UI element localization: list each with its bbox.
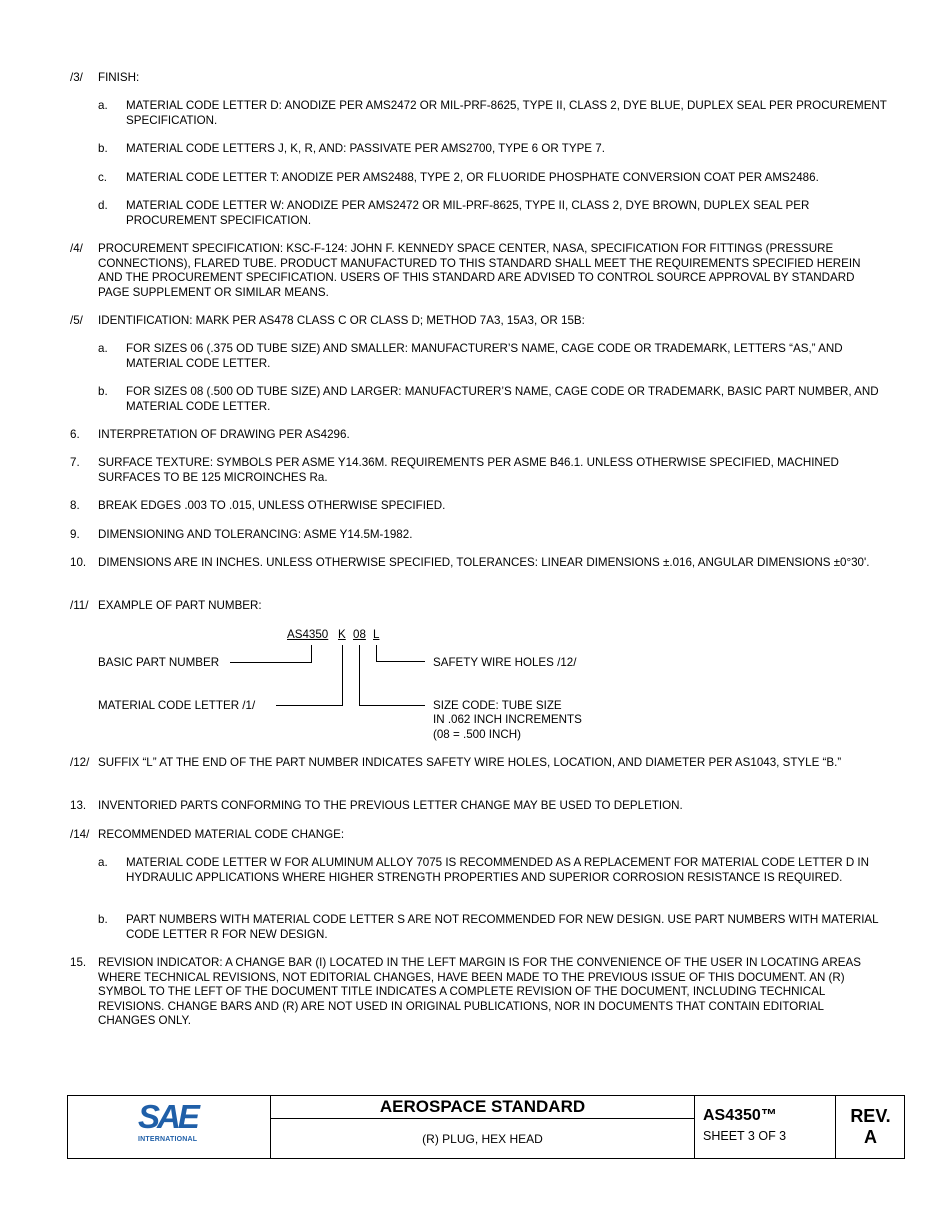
subnote-text: MATERIAL CODE LETTER T: ANODIZE PER AMS2488, TYPE 2, OR FLUORIDE PHOSPHATE CONVERSION COAT PER AMS2486.: [126, 171, 819, 184]
note-text: FINISH:: [98, 71, 140, 84]
subnote-text: FOR SIZES 06 (.375 OD TUBE SIZE) AND SMALLER: MANUFACTURER’S NAME, CAGE CODE OR TRADEMARK, LETTERS “AS,” AND MATERIAL CODE LETTER.: [126, 342, 843, 370]
note-number: 15.: [70, 956, 87, 969]
subnote-text: MATERIAL CODE LETTER W: ANODIZE PER AMS2472 OR MIL-PRF-8625, TYPE II, CLASS 2, DYE BROWN, DUPLEX SEAL PER PROCUREMENT SPECIFICATION.: [126, 199, 810, 227]
note-text: SUFFIX “L” AT THE END OF THE PART NUMBER INDICATES SAFETY WIRE HOLES, LOCATION, AND DIAMETER PER AS1043, STYLE “B.”: [98, 756, 842, 769]
sheet-number: SHEET 3 OF 3: [703, 1129, 787, 1143]
title-block: [67, 1095, 905, 1159]
note-14: [70, 828, 880, 843]
note-number: 8.: [70, 499, 80, 512]
subnote-letter: b.: [98, 385, 108, 398]
title-block-logo-cell: [68, 1096, 271, 1158]
note-number: 10.: [70, 556, 87, 569]
note-text: PROCUREMENT SPECIFICATION: KSC-F-124: JOHN F. KENNEDY SPACE CENTER, NASA, SPECIFICATION FOR FITTINGS (PRESSURE CONNECTIONS), FLARED TUBE. PRODUCT MANUFACTURED TO THIS STANDARD SHALL MEET THE REQUIREMENTS SPECIFIED HEREIN AND THE PROCUREMENT SPECIFICATION. USERS OF THIS STANDARD ARE ADVISED TO CONTROL SOURCE APPROVAL BY STANDARD PAGE SUPPLEMENT OR SIMILAR MEANS.: [98, 242, 861, 299]
safety-wire-label: SAFETY WIRE HOLES /12/: [433, 656, 577, 669]
note-text: INVENTORIED PARTS CONFORMING TO THE PREVIOUS LETTER CHANGE MAY BE USED TO DEPLETION.: [98, 799, 683, 812]
title-block-title-cell: [271, 1096, 695, 1158]
leader-suffix-vertical: [376, 645, 377, 662]
note-3a: [98, 99, 888, 128]
note-number: /4/: [70, 242, 83, 255]
note-4: [70, 242, 880, 300]
size-code-label-3: (08 = .500 INCH): [433, 728, 521, 741]
note-14b: [98, 913, 888, 942]
note-number: /12/: [70, 756, 90, 769]
part-suffix: L: [373, 628, 380, 641]
note-number: /11/: [70, 599, 89, 612]
note-6: [70, 428, 880, 443]
note-8: [70, 499, 880, 514]
note-3b: [98, 142, 888, 157]
sae-logo-subtitle: INTERNATIONAL: [138, 1136, 198, 1143]
leader-suffix-horizontal: [376, 661, 425, 662]
size-code-label-1: SIZE CODE: TUBE SIZE: [433, 699, 562, 712]
subnote-letter: a.: [98, 856, 108, 869]
note-text: RECOMMENDED MATERIAL CODE CHANGE:: [98, 828, 345, 841]
note-7: [70, 456, 880, 485]
subnote-letter: b.: [98, 913, 108, 926]
sae-logo: SAE: [138, 1098, 197, 1135]
note-text: INTERPRETATION OF DRAWING PER AS4296.: [98, 428, 350, 441]
title-block-number-cell: [695, 1096, 836, 1158]
subnote-text: FOR SIZES 08 (.500 OD TUBE SIZE) AND LARGER: MANUFACTURER’S NAME, CAGE CODE OR TRADEMARK, BASIC PART NUMBER, AND MATERIAL CODE LETTER.: [126, 385, 879, 413]
note-text: DIMENSIONING AND TOLERANCING: ASME Y14.5M-1982.: [98, 528, 413, 541]
note-number: 13.: [70, 799, 87, 812]
note-number: 7.: [70, 456, 80, 469]
basic-part-number-label: BASIC PART NUMBER: [98, 656, 220, 669]
note-10: [70, 556, 880, 571]
note-text: SURFACE TEXTURE: SYMBOLS PER ASME Y14.36M. REQUIREMENTS PER ASME B46.1. UNLESS OTHERWISE SPECIFIED, MACHINED SURFACES TO BE 125 MICROINCHES Ra.: [98, 456, 839, 484]
revision-label: REV.: [850, 1106, 891, 1126]
leader-material-horizontal: [276, 705, 343, 706]
document-title: (R) PLUG, HEX HEAD: [422, 1132, 543, 1146]
note-text: DIMENSIONS ARE IN INCHES. UNLESS OTHERWISE SPECIFIED, TOLERANCES: LINEAR DIMENSIONS ±.016, ANGULAR DIMENSIONS ±0°30'.: [98, 556, 870, 569]
note-15: [70, 956, 880, 1029]
note-number: /14/: [70, 828, 90, 841]
revision-letter: A: [864, 1127, 877, 1147]
subnote-letter: a.: [98, 99, 108, 112]
note-number: 9.: [70, 528, 80, 541]
subnote-letter: d.: [98, 199, 108, 212]
leader-basic-horizontal: [230, 662, 312, 663]
note-text: EXAMPLE OF PART NUMBER:: [98, 599, 262, 612]
leader-basic-vertical: [311, 645, 312, 663]
note-number: 6.: [70, 428, 80, 441]
note-3c: [98, 171, 888, 186]
note-5a: [98, 342, 888, 371]
note-11: [70, 599, 880, 614]
standard-heading: AEROSPACE STANDARD: [271, 1096, 694, 1119]
part-size-code: 08: [353, 628, 366, 641]
note-text: BREAK EDGES .003 TO .015, UNLESS OTHERWISE SPECIFIED.: [98, 499, 446, 512]
part-material-code: K: [338, 628, 346, 641]
note-number: /3/: [70, 71, 83, 84]
title-block-revision-cell: [836, 1096, 905, 1158]
note-5b: [98, 385, 888, 414]
note-3: [70, 71, 880, 86]
leader-size-horizontal: [359, 705, 425, 706]
material-code-label: MATERIAL CODE LETTER /1/: [98, 699, 256, 712]
subnote-text: MATERIAL CODE LETTER W FOR ALUMINUM ALLOY 7075 IS RECOMMENDED AS A REPLACEMENT FOR MATERIAL CODE LETTER D IN HYDRAULIC APPLICATIONS WHERE HIGHER STRENGTH PROPERTIES AND SUPERIOR CORROSION RESISTANCE IS REQUIRED.: [126, 856, 870, 884]
leader-size-vertical: [359, 645, 360, 706]
part-basic-number: AS4350: [287, 628, 329, 641]
note-3d: [98, 199, 888, 228]
note-text: IDENTIFICATION: MARK PER AS478 CLASS C OR CLASS D; METHOD 7A3, 15A3, OR 15B:: [98, 314, 585, 327]
note-9: [70, 528, 880, 543]
size-code-label-2: IN .062 INCH INCREMENTS: [433, 713, 582, 726]
note-number: /5/: [70, 314, 83, 327]
note-14a: [98, 856, 888, 885]
subnote-text: PART NUMBERS WITH MATERIAL CODE LETTER S ARE NOT RECOMMENDED FOR NEW DESIGN. USE PART NUMBERS WITH MATERIAL CODE LETTER R FOR NEW DESIGN.: [126, 913, 879, 941]
note-text: REVISION INDICATOR: A CHANGE BAR (I) LOCATED IN THE LEFT MARGIN IS FOR THE CONVENIENCE OF THE USER IN LOCATING AREAS WHERE TECHNICAL REVISIONS, NOT EDITORIAL CHANGES, HAVE BEEN MADE TO THE PREVIOUS ISSUE OF THIS DOCUMENT. AN (R) SYMBOL TO THE LEFT OF THE DOCUMENT TITLE INDICATES A COMPLETE REVISION OF THE DOCUMENT, INCLUDING TECHNICAL REVISIONS. CHANGE BARS AND (R) ARE NOT USED IN ORIGINAL PUBLICATIONS, NOR IN DOCUMENTS THAT CONTAIN EDITORIAL CHANGES ONLY.: [98, 956, 861, 1027]
note-13: [70, 799, 880, 814]
leader-material-vertical: [342, 645, 343, 706]
note-5: [70, 314, 880, 329]
subnote-letter: a.: [98, 342, 108, 355]
subnote-letter: c.: [98, 171, 108, 184]
note-12: [70, 756, 880, 771]
document-number: AS4350™: [703, 1107, 777, 1124]
subnote-text: MATERIAL CODE LETTERS J, K, R, AND: PASSIVATE PER AMS2700, TYPE 6 OR TYPE 7.: [126, 142, 605, 155]
subnote-letter: b.: [98, 142, 108, 155]
subnote-text: MATERIAL CODE LETTER D: ANODIZE PER AMS2472 OR MIL-PRF-8625, TYPE II, CLASS 2, DYE BLUE, DUPLEX SEAL PER PROCUREMENT SPECIFICATION.: [126, 99, 887, 127]
